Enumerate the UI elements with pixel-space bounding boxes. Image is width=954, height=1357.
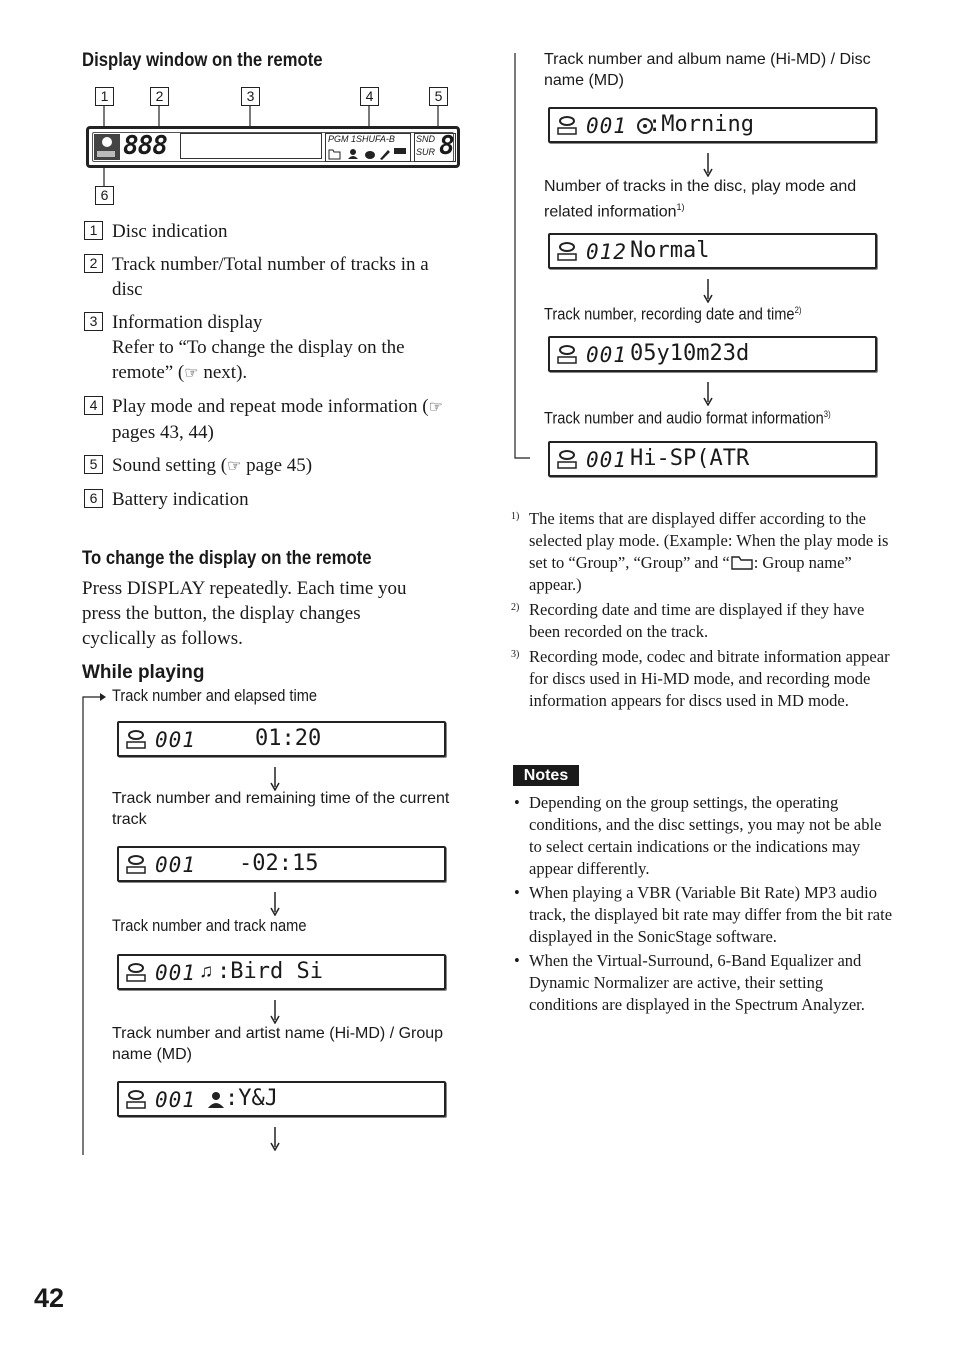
lcd-display <box>548 107 877 143</box>
page-number: 42 <box>34 1283 65 1313</box>
sound-level-digit: 8 <box>439 131 455 161</box>
section-title-change-display: To change the display on the remote <box>82 548 372 569</box>
lcd-info-text: -02:15 <box>239 851 319 876</box>
lcd-track-number: 001 <box>155 728 196 752</box>
disc-icon <box>556 240 578 262</box>
arrow-down-icon <box>268 1000 282 1024</box>
note-item: • When the Virtual-Surround, 6-Band Equalizer and Dynamic Normalizer are active, their setting conditions are displayed in the Spectrum Analyzer. <box>511 950 895 1016</box>
sequence-caption: Track number and album name (Hi-MD) / Disc name (MD) <box>544 51 871 89</box>
lcd-info-text: 01:20 <box>255 726 322 751</box>
callout-3: 3 <box>241 87 260 106</box>
legend-number: 4 <box>84 396 103 415</box>
disc-icon <box>125 728 147 750</box>
section-body: Press DISPLAY repeatedly. Each time you press the button, the display changes cyclically as follows. <box>82 578 407 649</box>
legend-text: page 45) <box>241 455 313 476</box>
footnote-mark: 1) <box>511 511 520 522</box>
sequence-caption <box>544 176 894 222</box>
hand-pointer-icon: ☞ <box>227 458 242 475</box>
lcd-info-text: Hi-SP(ATR <box>630 446 750 471</box>
play-mode-label: PGM 1SHUFA-B <box>328 134 395 144</box>
lcd-display <box>117 721 446 757</box>
disc-icon <box>125 961 147 983</box>
footnote-text: Recording date and time are displayed if they have been recorded on the track. <box>529 600 865 641</box>
footnotes-list <box>511 508 895 715</box>
legend-text: Information display <box>112 312 263 333</box>
footnote-item <box>511 508 895 596</box>
sequence-caption: Track number and artist name (Hi-MD) / Group name (MD) <box>112 1025 444 1063</box>
legend-text: Play mode and repeat mode information ( <box>112 396 429 417</box>
legend-text: Track number/Total number of tracks in a disc <box>112 254 429 300</box>
callout-2: 2 <box>150 87 169 106</box>
arrow-down-icon <box>268 1127 282 1151</box>
legend-number: 6 <box>84 489 103 508</box>
caption-text: Number of tracks in the disc, play mode and related information <box>544 178 857 221</box>
footnote-ref: 1) <box>676 202 685 212</box>
folder-icon <box>730 554 754 570</box>
callout-6: 6 <box>95 186 114 205</box>
lcd-track-number: 012 <box>586 240 627 264</box>
sur-label: SUR <box>416 147 436 157</box>
disc-icon <box>125 1088 147 1110</box>
footnote-mark: 2) <box>511 602 520 613</box>
hand-pointer-icon: ☞ <box>428 399 443 416</box>
lcd-track-number: 001 <box>155 1088 196 1112</box>
footnote-text: Recording mode, codec and bitrate information appear for discs used in Hi-MD mode, and recording mode information appears for discs used in MD mode. <box>529 647 890 710</box>
lcd-track-number: 001 <box>155 853 196 877</box>
legend-number: 2 <box>84 254 103 273</box>
caption-text: Track number and audio format information <box>544 408 824 428</box>
hand-pointer-icon: ☞ <box>184 365 199 382</box>
note-item: • When playing a VBR (Variable Bit Rate) MP3 audio track, the displayed bit rate may differ from the bit rate displayed in the SonicStage software. <box>511 882 895 948</box>
lcd-display <box>548 336 877 372</box>
footnote-ref: 2) <box>794 305 802 315</box>
footnote-text: The items that are displayed differ according to the selected play mode. (Example: When the play mode is set to “Group”, “Group” and “ <box>529 509 889 572</box>
legend-text: Disc indication <box>112 221 228 242</box>
section-title-display-window: Display window on the remote <box>82 50 323 71</box>
sequence-caption <box>544 300 801 325</box>
footnote-mark: 3) <box>511 649 520 660</box>
legend-text: Sound setting ( <box>112 455 228 476</box>
sequence-caption: Track number and remaining time of the current track <box>112 790 450 828</box>
disc-icon <box>556 448 578 470</box>
lcd-info-text: 05y10m23d <box>630 341 750 366</box>
arrow-down-icon <box>268 892 282 916</box>
person-icon <box>207 1091 225 1109</box>
sequence-caption: Track number and track name <box>112 916 307 935</box>
arrow-down-icon <box>701 153 715 177</box>
lcd-display <box>117 1081 446 1117</box>
while-playing-heading: While playing <box>82 662 205 683</box>
lcd-info-text: Normal <box>630 238 710 263</box>
snd-label: SND <box>416 134 436 144</box>
legend-number: 3 <box>84 312 103 331</box>
footnote-item <box>511 599 895 643</box>
notes-list <box>511 792 895 1018</box>
sequence-caption: Track number and elapsed time <box>112 686 318 705</box>
sequence-caption <box>544 404 831 429</box>
callout-5: 5 <box>429 87 448 106</box>
legend-text: Battery indication <box>112 489 249 510</box>
footnote-text: : Group name” appear.) <box>529 553 852 594</box>
disc-icon <box>125 853 147 875</box>
legend-number: 1 <box>84 221 103 240</box>
lcd-track-number: 001 <box>586 448 627 472</box>
lcd-display <box>117 846 446 882</box>
lcd-track-number: 001 <box>155 961 196 985</box>
lcd-display <box>548 441 877 477</box>
caption-text: Track number, recording date and time <box>544 304 795 324</box>
footnote-item <box>511 646 895 712</box>
note-item: • Depending on the group settings, the operating conditions, and the disc settings, you may not be able to select certain indications or the indications may appear differently. <box>511 792 895 880</box>
lcd-info-text: :Bird Si <box>217 959 323 984</box>
legend-text: pages 43, 44) <box>112 422 214 443</box>
lcd-info-text: :Morning <box>648 112 754 137</box>
notes-badge: Notes <box>513 765 579 786</box>
legend-text: next). <box>198 362 248 383</box>
lcd-track-number: 001 <box>586 343 627 367</box>
lcd-info-text: :Y&J <box>225 1086 278 1111</box>
footnote-ref: 3) <box>823 409 831 419</box>
disc-icon <box>556 114 578 136</box>
disc-icon <box>556 343 578 365</box>
arrow-down-icon <box>701 382 715 406</box>
legend-number: 5 <box>84 455 103 474</box>
legend-text: Refer to “To change the display on the remote” ( <box>112 337 405 383</box>
track-number-segments: 888 <box>123 131 167 161</box>
lcd-display <box>548 233 877 269</box>
callout-1: 1 <box>95 87 114 106</box>
callout-4: 4 <box>360 87 379 106</box>
lcd-display <box>117 954 446 990</box>
lcd-track-number: 001 <box>586 114 627 138</box>
music-note-icon: ♫ <box>199 961 214 982</box>
